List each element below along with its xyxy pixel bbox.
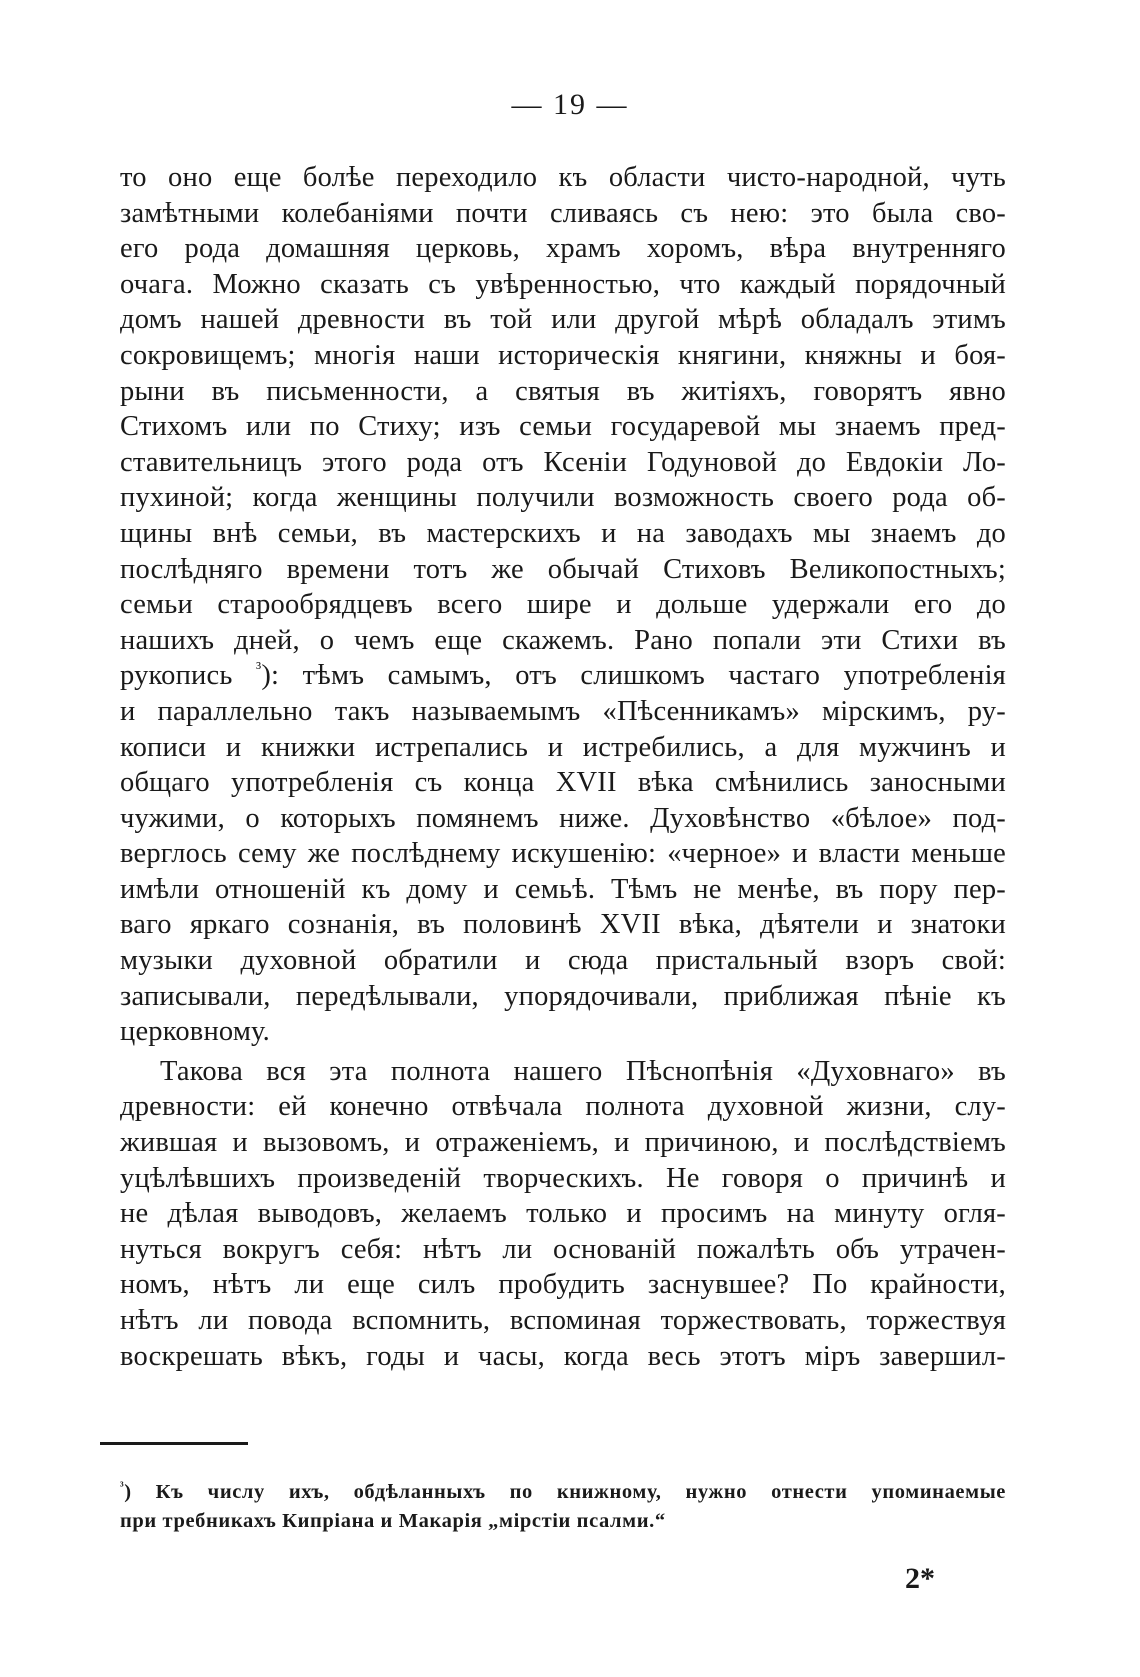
footnote-separator xyxy=(100,1442,248,1445)
body-text xyxy=(120,160,1006,1374)
text-line: домъ нашей древности въ той или другой мѣрѣ обладалъ этимъ xyxy=(120,304,1006,336)
text-line: древности: ей конечно отвѣчала полнота духовной жизни, слу- xyxy=(120,1091,1006,1123)
text-line: семьи старообрядцевъ всего шире и дольше удержали его до xyxy=(120,589,1006,621)
text-line: уцѣлѣвшихъ произведеній творческихъ. Не говоря о причинѣ и xyxy=(120,1162,1006,1194)
text-line: его рода домашняя церковь, храмъ хоромъ, вѣра внутренняго xyxy=(120,233,1006,265)
footnote-reference: ³ xyxy=(256,658,262,678)
text-line: Стихомъ или по Стиху; изъ семьи государевой мы знаемъ пред- xyxy=(120,411,1006,443)
text-line: то оно еще болѣе переходило къ области чисто-народной, чуть xyxy=(120,162,1006,193)
text-line: воскрешать вѣкъ, годы и часы, когда весь этотъ міръ завершил- xyxy=(120,1340,1006,1372)
text-line: номъ, нѣтъ ли еще силъ пробудить заснувшее? По крайности, xyxy=(120,1269,1006,1301)
text-line: рыни въ письменности, а святыя въ житіяхъ, говорятъ явно xyxy=(120,375,1006,407)
text-line: жившая и вызовомъ, и отраженіемъ, и причиною, и послѣдствіемъ xyxy=(120,1127,1006,1159)
text-line: записывали, передѣлывали, упорядочивали, приближая пѣніе къ xyxy=(120,980,1006,1012)
text-fragment: ): тѣмъ самымъ, отъ слишкомъ частаго употребленія xyxy=(261,660,1006,692)
text-line: и параллельно такъ называемымъ «Пѣсенникамъ» мірскимъ, ру- xyxy=(120,695,1006,727)
text-line: замѣтными колебаніями почти сливаясь съ нею: это была сво- xyxy=(120,197,1006,229)
text-line: нуться вокругъ себя: нѣтъ ли основаній пожалѣть объ утрачен- xyxy=(120,1233,1006,1265)
footnotes xyxy=(120,1478,1006,1536)
text-line: имѣли отношеній къ дому и семьѣ. Тѣмъ не менѣе, въ пору пер- xyxy=(120,873,1006,905)
text-line: ставительницъ этого рода отъ Ксеніи Годуновой до Евдокіи Ло- xyxy=(120,446,1006,478)
text-line-with-footnote xyxy=(120,658,1006,694)
text-line: музыки духовной обратили и сюда пристальный взоръ свой: xyxy=(120,945,1006,977)
text-line: щины внѣ семьи, въ мастерскихъ и на заводахъ мы знаемъ до xyxy=(120,517,1006,549)
text-fragment: ) Къ числу ихъ, обдѣланныхъ по книжному, нужно отнести упоминаемые xyxy=(124,1481,1006,1503)
footnote-line xyxy=(120,1478,1006,1507)
text-line: Такова вся эта полнота нашего Пѣснопѣнія «Духовнаго» въ xyxy=(160,1055,1006,1087)
text-line: верглось сему же послѣднему искушенію: «черное» и власти меньше xyxy=(120,838,1006,870)
text-line: церковному. xyxy=(120,1016,270,1048)
text-line: не дѣлая выводовъ, желаемъ только и просимъ на минуту огля- xyxy=(120,1198,1006,1230)
text-line: очага. Можно сказать съ увѣренностью, что каждый порядочный xyxy=(120,268,1006,300)
text-line: пухиной; когда женщины получили возможность своего рода об- xyxy=(120,482,1006,514)
footnote-marker: ³ xyxy=(120,1479,125,1494)
text-line: общаго употребленія съ конца XVII вѣка смѣнились заносными xyxy=(120,767,1006,799)
text-line: сокровищемъ; многія наши историческія княгини, княжны и боя- xyxy=(120,339,1006,371)
text-line: ваго яркаго сознанія, въ половинѣ XVII вѣка, дѣятели и знатоки xyxy=(120,909,1006,941)
signature-mark: 2* xyxy=(905,1562,935,1595)
footnote-line: при требникахъ Кипріана и Макарія „мірстіи псалми.“ xyxy=(120,1510,666,1532)
text-line: чужими, о которыхъ помянемъ ниже. Духовѣнство «бѣлое» под- xyxy=(120,802,1006,834)
text-line: нашихъ дней, о чемъ еще скажемъ. Рано попали эти Стихи въ xyxy=(120,624,1006,656)
text-line: кописи и книжки истрепались и истребились, а для мужчинъ и xyxy=(120,731,1006,763)
text-fragment: рукопись xyxy=(120,660,233,692)
text-line: послѣдняго времени тотъ же обычай Стиховъ Великопостныхъ; xyxy=(120,553,1006,585)
page-number: — 19 — xyxy=(511,88,629,121)
text-line: нѣтъ ли повода вспомнить, вспоминая торжествовать, торжествуя xyxy=(120,1305,1006,1336)
